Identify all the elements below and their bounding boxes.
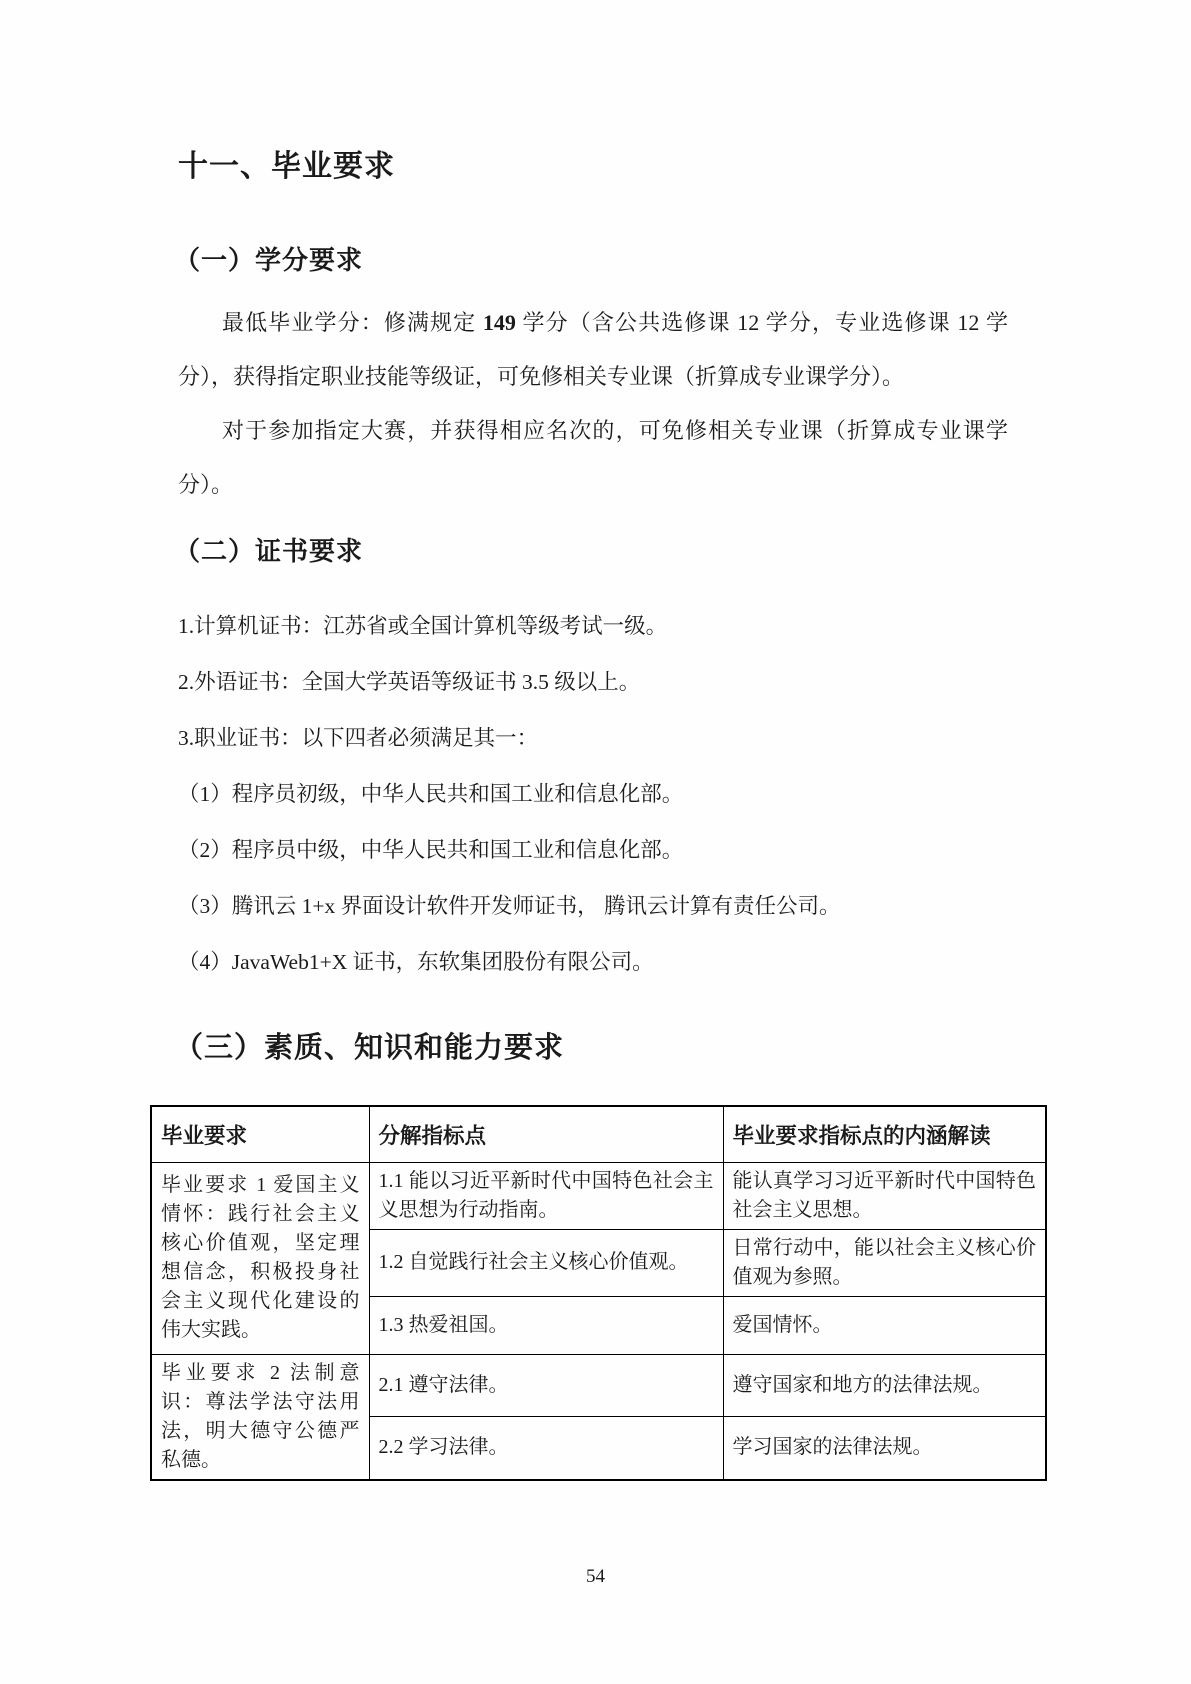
cert-item-option-4: （4）JavaWeb1+X 证书，东软集团股份有限公司。 bbox=[178, 950, 654, 974]
cert-item-option-2: （2）程序员中级，中华人民共和国工业和信息化部。 bbox=[178, 838, 684, 862]
interpretation-1-1-cell: 能认真学习习近平新时代中国特色社会主义思想。 bbox=[723, 1162, 1046, 1229]
cert-item-foreign-language: 2.外语证书：全国大学英语等级证书 3.5 级以上。 bbox=[178, 670, 641, 694]
graduation-requirements-table bbox=[150, 1105, 1047, 1481]
heading-quality-requirements: （三）素质、知识和能力要求 bbox=[174, 1032, 565, 1064]
table-header-row bbox=[151, 1106, 1046, 1162]
credit-paragraph-1-pre: 最低毕业学分：修满规定 bbox=[222, 310, 483, 335]
indicator-2-2-cell: 2.2 学习法律。 bbox=[369, 1417, 723, 1480]
indicator-1-2-cell: 1.2 自觉践行社会主义核心价值观。 bbox=[369, 1229, 723, 1296]
requirement-2-cell: 毕业要求 2 法制意识：尊法学法守法用法，明大德守公德严私德。 bbox=[151, 1354, 369, 1480]
indicator-2-1-cell: 2.1 遵守法律。 bbox=[369, 1354, 723, 1417]
col-header-requirement: 毕业要求 bbox=[151, 1106, 369, 1162]
credit-paragraph-2: 对于参加指定大赛，并获得相应名次的，可免修相关专业课（折算成专业课学分）。 bbox=[178, 418, 1008, 497]
heading-certificate-requirements: （二）证书要求 bbox=[174, 536, 364, 566]
col-header-indicator: 分解指标点 bbox=[369, 1106, 723, 1162]
requirement-1-cell: 毕业要求 1 爱国主义情怀：践行社会主义核心价值观，坚定理想信念，积极投身社会主义现代化建设的伟大实践。 bbox=[151, 1162, 369, 1354]
page-number: 54 bbox=[586, 1566, 605, 1587]
interpretation-2-1-cell: 遵守国家和地方的法律法规。 bbox=[723, 1354, 1046, 1417]
heading-credit-requirements: （一）学分要求 bbox=[174, 245, 364, 275]
indicator-1-3-cell: 1.3 热爱祖国。 bbox=[369, 1296, 723, 1354]
credit-total-value: 149 bbox=[482, 310, 516, 335]
interpretation-1-2-cell: 日常行动中，能以社会主义核心价值观为参照。 bbox=[723, 1229, 1046, 1296]
credit-paragraph-1-post: 学分（含公共选修课 12 学分，专业选修课 12 学分），获得指定职业技能等级证，可免修相关专业课（折算成专业课学分）。 bbox=[178, 310, 1008, 389]
table-row bbox=[151, 1354, 1046, 1417]
cert-item-computer: 1.计算机证书：江苏省或全国计算机等级考试一级。 bbox=[178, 614, 668, 638]
interpretation-1-3-cell: 爱国情怀。 bbox=[723, 1296, 1046, 1354]
table-row bbox=[151, 1162, 1046, 1229]
cert-item-option-3: （3）腾讯云 1+x 界面设计软件开发师证书， 腾讯云计算有责任公司。 bbox=[178, 894, 841, 918]
col-header-interpretation: 毕业要求指标点的内涵解读 bbox=[723, 1106, 1046, 1162]
cert-item-option-1: （1）程序员初级，中华人民共和国工业和信息化部。 bbox=[178, 782, 684, 806]
interpretation-2-2-cell: 学习国家的法律法规。 bbox=[723, 1417, 1046, 1480]
doc-title: 十一、毕业要求 bbox=[178, 150, 395, 183]
certificate-list bbox=[150, 613, 1045, 975]
indicator-1-1-cell: 1.1 能以习近平新时代中国特色社会主义思想为行动指南。 bbox=[369, 1162, 723, 1229]
cert-item-vocational: 3.职业证书：以下四者必须满足其一： bbox=[178, 726, 539, 750]
credit-paragraph-1 bbox=[178, 296, 1008, 404]
